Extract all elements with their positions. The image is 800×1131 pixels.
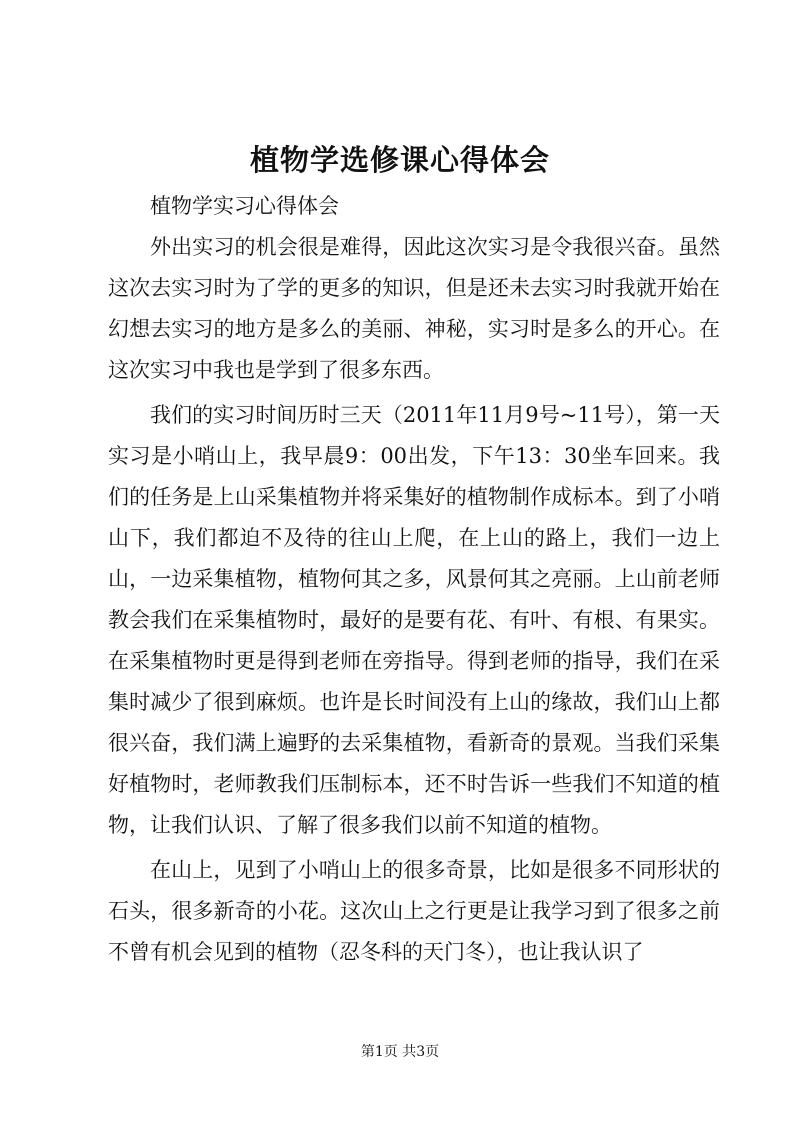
paragraph-mountain: 在山上，见到了小哨山上的很多奇景，比如是很多不同形状的石头，很多新奇的小花。这次山上之行更是让我学习到了很多之前不曾有机会见到的植物（忍冬科的天门冬），也让我认识了 (108, 858, 720, 964)
document-title: 植物学选修课心得体会 (249, 143, 550, 177)
paragraph-subtitle: 植物学实习心得体会 (150, 194, 339, 218)
page-footer: 第1页 共3页 (360, 1044, 440, 1060)
document-body (108, 186, 720, 973)
paragraph-intro: 外出实习的机会很是难得，因此这次实习是令我很兴奋。虽然这次去实习时为了学的更多的知识，但是还未去实习时我就开始在幻想去实习的地方是多么的美丽、神秘，实习时是多么的开心。在这次实习中我也是学到了很多东西。 (108, 235, 720, 382)
paragraph-schedule: 我们的实习时间历时三天（2011年11月9号~11号），第一天实习是小哨山上，我早晨9：00出发，下午13：30坐车回来。我们的任务是上山采集植物并将采集好的植物制作成标本。到了小哨山下，我们都迫不及待的往山上爬，在上山的路上，我们一边上山，一边采集植物，植物何其之多，风景何其之亮丽。上山前老师教会我们在采集植物时，最好的是要有花、有叶、有根、有果实。在采集植物时更是得到老师在旁指导。得到老师的指导，我们在采集时减少了很到麻烦。也许是长时间没有上山的缘故，我们山上都很兴奋，我们满上遍野的去采集植物，看新奇的景观。当我们采集好植物时，老师教我们压制标本，还不时告诉一些我们不知道的植物，让我们认识、了解了很多我们以前不知道的植物。 (108, 403, 720, 837)
